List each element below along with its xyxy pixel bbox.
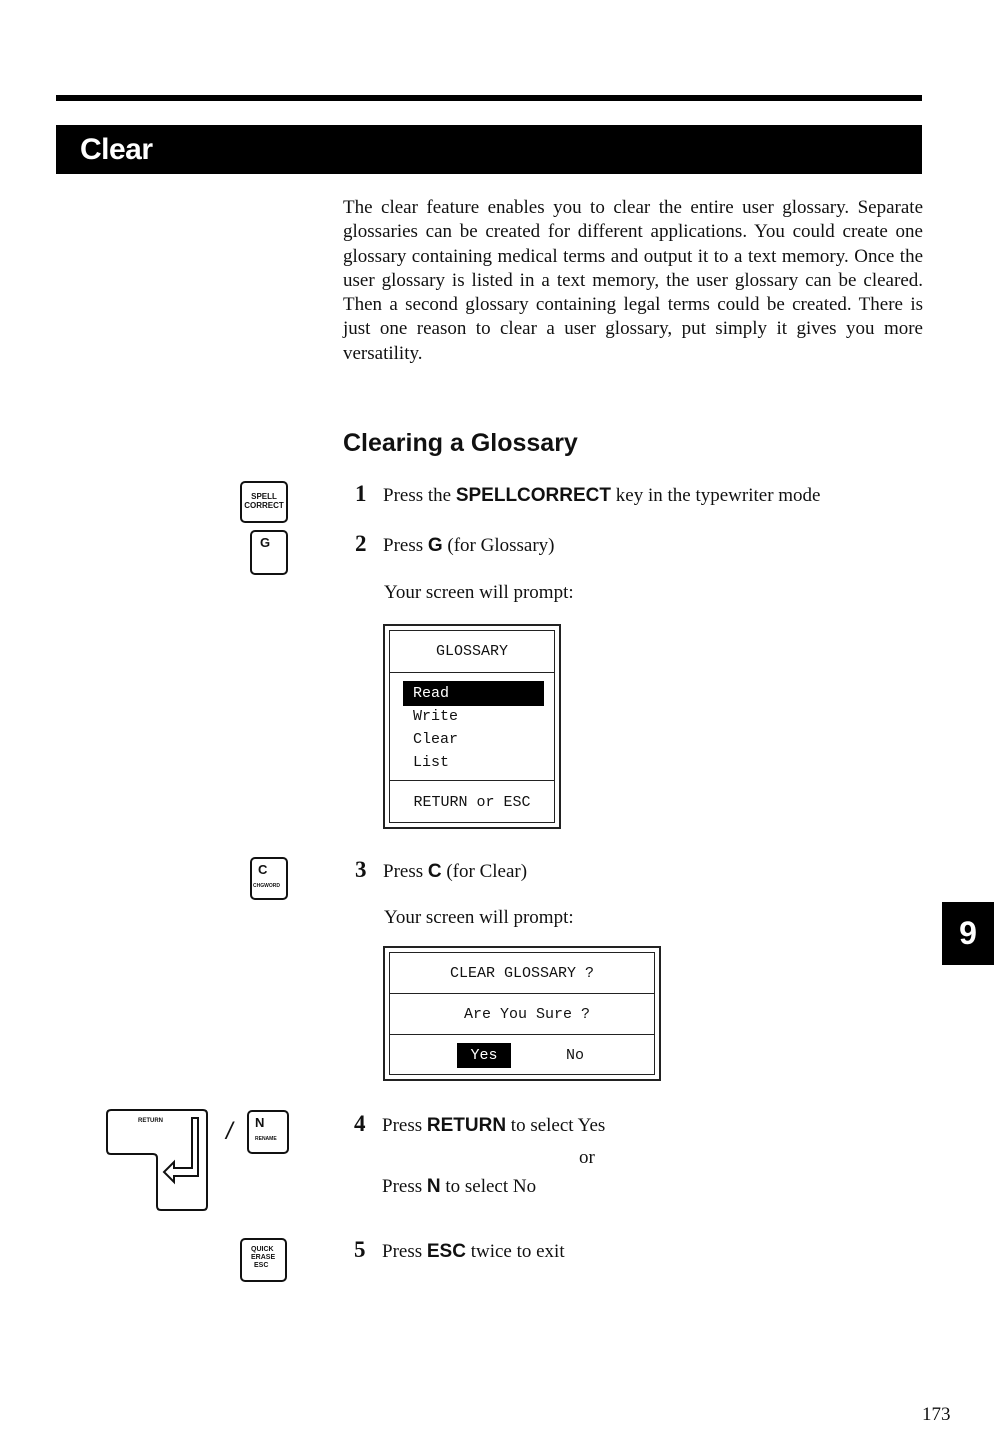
glossary-menu-title-row: [390, 631, 554, 673]
c-key: [250, 857, 288, 900]
top-rule: [56, 95, 922, 101]
chapter-tab: 9: [942, 902, 994, 965]
step-1: 1 Press the SPELLCORRECT key in the typewriter mode: [355, 481, 821, 506]
step-4-alt: Press N to select No: [382, 1176, 537, 1197]
c-key-label: C: [258, 862, 268, 877]
dialog-title-row: [390, 953, 654, 994]
key-name: G: [427, 535, 443, 556]
intro-paragraph: The clear feature enables you to clear the entire user glossary. Separate glossaries can be created for different applications. You could create one glossary containing medical terms and output it to a text memory. Once the user glossary is listed in a text memory, the user glossary can be cleared. Then a second glossary containing legal terms could be created. There is just one reason to clear a user glossary, put simply it gives you more versatility.: [343, 197, 923, 364]
spellcorrect-key-line1: SPELL: [251, 492, 277, 501]
dialog-question-row: [390, 994, 654, 1035]
n-key-sublabel: RENAME: [255, 1136, 277, 1142]
clear-glossary-dialog: [383, 946, 661, 1081]
glossary-menu-screen: [383, 624, 561, 829]
key-name: N: [426, 1176, 441, 1197]
key-name: SPELLCORRECT: [455, 485, 612, 506]
glossary-menu-title: GLOSSARY: [435, 643, 508, 660]
step-number: 2: [355, 531, 367, 556]
menu-item-clear[interactable]: Clear: [413, 731, 459, 748]
step-4-or: or: [579, 1147, 595, 1168]
step-3-note: Your screen will prompt:: [384, 907, 574, 928]
key-name: C: [427, 861, 442, 882]
step-number: 4: [354, 1111, 366, 1136]
dialog-question: Are You Sure ?: [464, 1006, 591, 1023]
yes-button[interactable]: Yes: [457, 1043, 511, 1068]
step-3: 3 Press C (for Clear): [355, 857, 528, 882]
step-4: 4 Press RETURN to select Yes: [354, 1111, 606, 1136]
step-2-note: Your screen will prompt:: [384, 582, 574, 603]
section-title: Clearing a Glossary: [343, 429, 578, 457]
g-key-label: G: [260, 535, 271, 550]
menu-item-write[interactable]: Write: [413, 708, 459, 725]
menu-item-list[interactable]: List: [413, 754, 450, 771]
return-key: [104, 1108, 210, 1212]
menu-item-read[interactable]: Read: [403, 681, 544, 706]
esc-key: QUICK ERASE ESC: [240, 1238, 287, 1282]
g-key: [250, 530, 288, 575]
return-key-label: RETURN: [138, 1118, 163, 1124]
step-number: 1: [355, 481, 367, 506]
n-key: [247, 1110, 289, 1154]
key-separator: /: [226, 1118, 233, 1145]
dialog-buttons-row: [390, 1035, 654, 1078]
step-number: 5: [354, 1237, 366, 1262]
glossary-menu-footer: RETURN or ESC: [413, 794, 531, 811]
c-key-sublabel: CHGWORD: [253, 883, 280, 889]
key-name: ESC: [426, 1241, 466, 1262]
key-name: RETURN: [426, 1115, 507, 1136]
spellcorrect-key-line2: CORRECT: [244, 501, 284, 510]
page-number: 173: [922, 1404, 951, 1425]
glossary-menu-items: [390, 673, 554, 781]
page-title: Clear: [56, 125, 922, 174]
step-2: 2 Press G (for Glossary): [355, 531, 555, 556]
n-key-label: N: [255, 1115, 265, 1130]
no-button[interactable]: No: [566, 1047, 585, 1064]
step-5: 5 Press ESC twice to exit: [354, 1237, 565, 1262]
spellcorrect-key: [240, 481, 288, 523]
step-number: 3: [355, 857, 367, 882]
dialog-title: CLEAR GLOSSARY ?: [449, 965, 595, 982]
